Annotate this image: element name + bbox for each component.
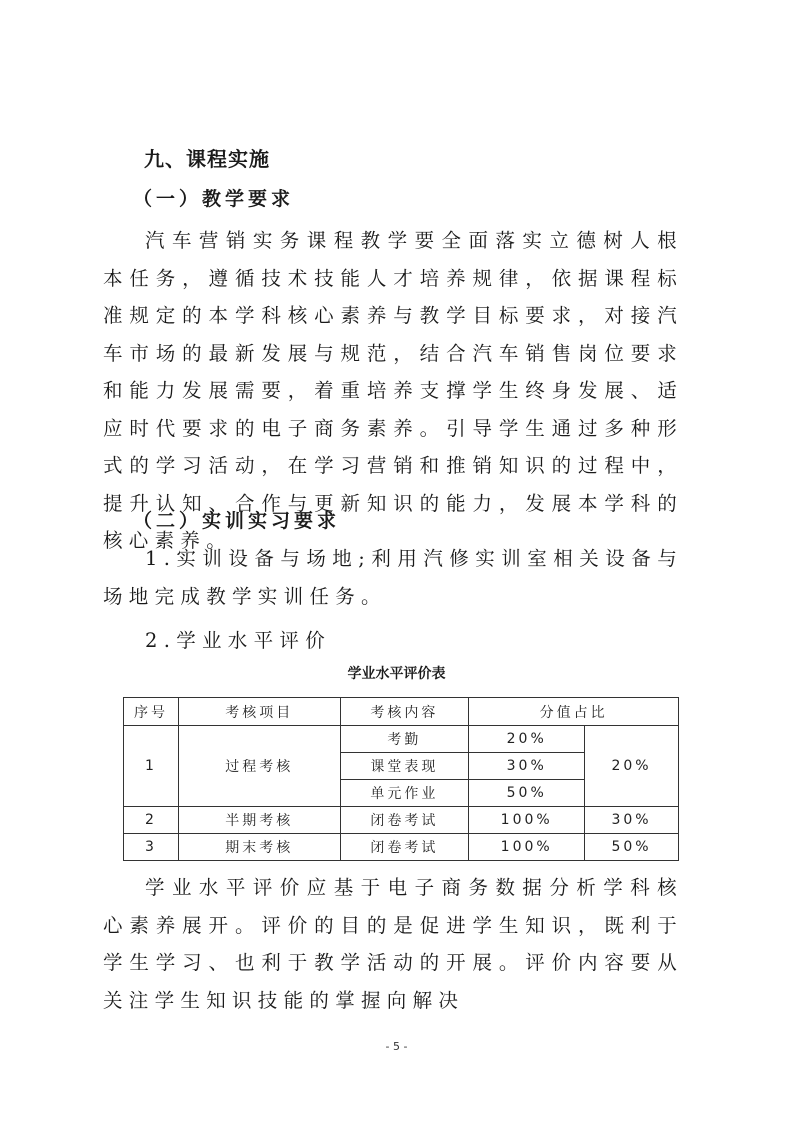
table-header-row [124,698,679,726]
evaluation-paragraph: 学业水平评价应基于电子商务数据分析学科核心素养展开。评价的目的是促进学生知识，既利于学生学习、也利于教学活动的开展。评价内容要从关注学生知识技能的掌握向解决 [103,876,683,1012]
row-index: 1 [124,726,179,807]
row-index: 3 [124,834,179,861]
header-content: 考核内容 [340,698,469,726]
table-row [124,807,679,834]
content-score: 20% [469,726,585,753]
content-name: 单元作业 [340,780,469,807]
subsection-heading-teaching: （一）教学要求 [133,188,295,210]
row-weight: 20% [585,726,679,807]
content-score: 100% [469,807,585,834]
page-number: - 5 - [385,1040,408,1053]
evaluation-table [123,697,679,861]
training-item-2: 2.学业水平评价 [145,629,332,652]
content-score: 50% [469,780,585,807]
row-weight: 30% [585,807,679,834]
header-weight: 分值占比 [469,698,679,726]
header-index: 序号 [124,698,179,726]
row-item: 过程考核 [178,726,340,807]
content-name: 闭卷考试 [340,807,469,834]
row-weight: 50% [585,834,679,861]
row-index: 2 [124,807,179,834]
content-score: 30% [469,753,585,780]
teaching-requirements-paragraph: 汽车营销实务课程教学要全面落实立德树人根本任务，遵循技术技能人才培养规律，依据课程标准规定的本学科核心素养与教学目标要求，对接汽车市场的最新发展与规范，结合汽车销售岗位要求和能力发展需要，着重培养支撑学生终身发展、适应时代要求的电子商务素养。引导学生通过多种形式的学习活动，在学习营销和推销知识的过程中，提升认知、合作与更新知识的能力，发展本学科的核心素养。 [103,229,683,552]
section-heading: 九、课程实施 [144,147,270,171]
content-name: 课堂表现 [340,753,469,780]
subsection-heading-training: （二）实训实习要求 [133,510,341,532]
training-item-1: 1.实训设备与场地;利用汽修实训室相关设备与场地完成教学实训任务。 [103,547,683,608]
content-score: 100% [469,834,585,861]
header-item: 考核项目 [178,698,340,726]
row-item: 半期考核 [178,807,340,834]
content-name: 闭卷考试 [340,834,469,861]
table-row [124,726,679,753]
content-name: 考勤 [340,726,469,753]
row-item: 期末考核 [178,834,340,861]
table-caption: 学业水平评价表 [347,666,446,682]
table-row [124,834,679,861]
